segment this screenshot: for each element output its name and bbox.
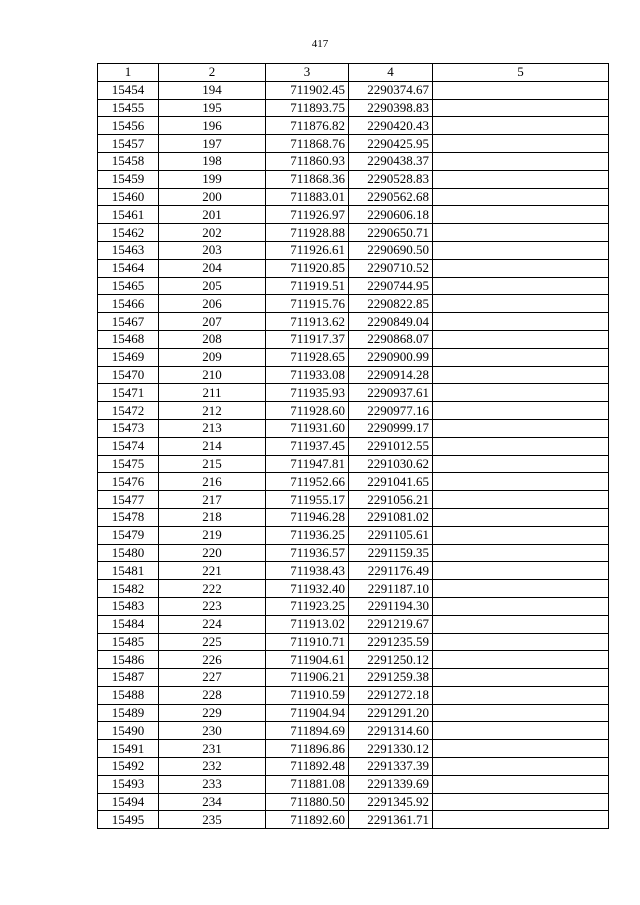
table-row bbox=[98, 615, 609, 633]
y-coordinate-cell: 2290606.18 bbox=[349, 206, 433, 224]
x-coordinate-cell: 711876.82 bbox=[266, 117, 349, 135]
y-coordinate-cell: 2291291.20 bbox=[349, 704, 433, 722]
notes-cell bbox=[433, 170, 609, 188]
y-coordinate-cell: 2291345.92 bbox=[349, 793, 433, 811]
table-body bbox=[98, 81, 609, 828]
table-row bbox=[98, 473, 609, 491]
row-number-cell: 15473 bbox=[98, 419, 159, 437]
point-number-cell: 217 bbox=[159, 491, 266, 509]
y-coordinate-cell: 2290822.85 bbox=[349, 295, 433, 313]
notes-cell bbox=[433, 419, 609, 437]
notes-cell bbox=[433, 402, 609, 420]
table-row bbox=[98, 330, 609, 348]
row-number-cell: 15491 bbox=[98, 740, 159, 758]
notes-cell bbox=[433, 544, 609, 562]
point-number-cell: 231 bbox=[159, 740, 266, 758]
row-number-cell: 15471 bbox=[98, 384, 159, 402]
table-row bbox=[98, 366, 609, 384]
notes-cell bbox=[433, 704, 609, 722]
x-coordinate-cell: 711880.50 bbox=[266, 793, 349, 811]
row-number-cell: 15467 bbox=[98, 313, 159, 331]
table-row bbox=[98, 348, 609, 366]
notes-cell bbox=[433, 651, 609, 669]
notes-cell bbox=[433, 473, 609, 491]
table-row bbox=[98, 491, 609, 509]
x-coordinate-cell: 711917.37 bbox=[266, 330, 349, 348]
table-row bbox=[98, 633, 609, 651]
point-number-cell: 222 bbox=[159, 580, 266, 598]
notes-cell bbox=[433, 259, 609, 277]
x-coordinate-cell: 711938.43 bbox=[266, 562, 349, 580]
row-number-cell: 15489 bbox=[98, 704, 159, 722]
point-number-cell: 216 bbox=[159, 473, 266, 491]
x-coordinate-cell: 711913.62 bbox=[266, 313, 349, 331]
point-number-cell: 234 bbox=[159, 793, 266, 811]
notes-cell bbox=[433, 686, 609, 704]
x-coordinate-cell: 711955.17 bbox=[266, 491, 349, 509]
point-number-cell: 218 bbox=[159, 508, 266, 526]
point-number-cell: 206 bbox=[159, 295, 266, 313]
x-coordinate-cell: 711926.61 bbox=[266, 241, 349, 259]
column-header-1: 1 bbox=[98, 64, 159, 82]
y-coordinate-cell: 2291187.10 bbox=[349, 580, 433, 598]
y-coordinate-cell: 2291339.69 bbox=[349, 775, 433, 793]
y-coordinate-cell: 2291219.67 bbox=[349, 615, 433, 633]
table-row bbox=[98, 384, 609, 402]
notes-cell bbox=[433, 330, 609, 348]
x-coordinate-cell: 711919.51 bbox=[266, 277, 349, 295]
table-row bbox=[98, 526, 609, 544]
point-number-cell: 203 bbox=[159, 241, 266, 259]
point-number-cell: 224 bbox=[159, 615, 266, 633]
row-number-cell: 15477 bbox=[98, 491, 159, 509]
x-coordinate-cell: 711946.28 bbox=[266, 508, 349, 526]
x-coordinate-cell: 711915.76 bbox=[266, 295, 349, 313]
x-coordinate-cell: 711928.60 bbox=[266, 402, 349, 420]
table-row bbox=[98, 580, 609, 598]
notes-cell bbox=[433, 152, 609, 170]
notes-cell bbox=[433, 455, 609, 473]
y-coordinate-cell: 2291194.30 bbox=[349, 597, 433, 615]
row-number-cell: 15487 bbox=[98, 669, 159, 687]
notes-cell bbox=[433, 740, 609, 758]
point-number-cell: 212 bbox=[159, 402, 266, 420]
point-number-cell: 210 bbox=[159, 366, 266, 384]
page-number: 417 bbox=[311, 38, 329, 50]
row-number-cell: 15458 bbox=[98, 152, 159, 170]
y-coordinate-cell: 2291259.38 bbox=[349, 669, 433, 687]
row-number-cell: 15474 bbox=[98, 437, 159, 455]
x-coordinate-cell: 711892.48 bbox=[266, 758, 349, 776]
point-number-cell: 227 bbox=[159, 669, 266, 687]
x-coordinate-cell: 711894.69 bbox=[266, 722, 349, 740]
notes-cell bbox=[433, 99, 609, 117]
row-number-cell: 15456 bbox=[98, 117, 159, 135]
x-coordinate-cell: 711860.93 bbox=[266, 152, 349, 170]
y-coordinate-cell: 2290914.28 bbox=[349, 366, 433, 384]
notes-cell bbox=[433, 508, 609, 526]
table-header-row bbox=[98, 64, 609, 82]
point-number-cell: 233 bbox=[159, 775, 266, 793]
notes-cell bbox=[433, 437, 609, 455]
row-number-cell: 15483 bbox=[98, 597, 159, 615]
table-row bbox=[98, 224, 609, 242]
table-row bbox=[98, 562, 609, 580]
y-coordinate-cell: 2291030.62 bbox=[349, 455, 433, 473]
y-coordinate-cell: 2290868.07 bbox=[349, 330, 433, 348]
row-number-cell: 15492 bbox=[98, 758, 159, 776]
point-number-cell: 202 bbox=[159, 224, 266, 242]
notes-cell bbox=[433, 277, 609, 295]
x-coordinate-cell: 711928.65 bbox=[266, 348, 349, 366]
x-coordinate-cell: 711923.25 bbox=[266, 597, 349, 615]
point-number-cell: 235 bbox=[159, 811, 266, 829]
notes-cell bbox=[433, 491, 609, 509]
y-coordinate-cell: 2291361.71 bbox=[349, 811, 433, 829]
notes-cell bbox=[433, 526, 609, 544]
y-coordinate-cell: 2291176.49 bbox=[349, 562, 433, 580]
row-number-cell: 15465 bbox=[98, 277, 159, 295]
notes-cell bbox=[433, 758, 609, 776]
table-row bbox=[98, 597, 609, 615]
point-number-cell: 230 bbox=[159, 722, 266, 740]
table-row bbox=[98, 402, 609, 420]
point-number-cell: 211 bbox=[159, 384, 266, 402]
table-row bbox=[98, 313, 609, 331]
notes-cell bbox=[433, 633, 609, 651]
row-number-cell: 15455 bbox=[98, 99, 159, 117]
point-number-cell: 220 bbox=[159, 544, 266, 562]
row-number-cell: 15460 bbox=[98, 188, 159, 206]
table-row bbox=[98, 775, 609, 793]
row-number-cell: 15482 bbox=[98, 580, 159, 598]
notes-cell bbox=[433, 224, 609, 242]
point-number-cell: 205 bbox=[159, 277, 266, 295]
notes-cell bbox=[433, 615, 609, 633]
y-coordinate-cell: 2290374.67 bbox=[349, 81, 433, 99]
row-number-cell: 15478 bbox=[98, 508, 159, 526]
table-row bbox=[98, 544, 609, 562]
point-number-cell: 207 bbox=[159, 313, 266, 331]
point-number-cell: 213 bbox=[159, 419, 266, 437]
x-coordinate-cell: 711868.76 bbox=[266, 135, 349, 153]
x-coordinate-cell: 711896.86 bbox=[266, 740, 349, 758]
table-row bbox=[98, 277, 609, 295]
row-number-cell: 15484 bbox=[98, 615, 159, 633]
row-number-cell: 15469 bbox=[98, 348, 159, 366]
notes-cell bbox=[433, 384, 609, 402]
row-number-cell: 15488 bbox=[98, 686, 159, 704]
point-number-cell: 208 bbox=[159, 330, 266, 348]
point-number-cell: 195 bbox=[159, 99, 266, 117]
notes-cell bbox=[433, 562, 609, 580]
table-row bbox=[98, 241, 609, 259]
row-number-cell: 15479 bbox=[98, 526, 159, 544]
x-coordinate-cell: 711913.02 bbox=[266, 615, 349, 633]
table-row bbox=[98, 81, 609, 99]
y-coordinate-cell: 2291330.12 bbox=[349, 740, 433, 758]
x-coordinate-cell: 711883.01 bbox=[266, 188, 349, 206]
x-coordinate-cell: 711936.25 bbox=[266, 526, 349, 544]
row-number-cell: 15462 bbox=[98, 224, 159, 242]
table-row bbox=[98, 669, 609, 687]
y-coordinate-cell: 2291235.59 bbox=[349, 633, 433, 651]
table-row bbox=[98, 686, 609, 704]
point-number-cell: 223 bbox=[159, 597, 266, 615]
y-coordinate-cell: 2291081.02 bbox=[349, 508, 433, 526]
notes-cell bbox=[433, 188, 609, 206]
y-coordinate-cell: 2290690.50 bbox=[349, 241, 433, 259]
point-number-cell: 228 bbox=[159, 686, 266, 704]
table-row bbox=[98, 651, 609, 669]
x-coordinate-cell: 711936.57 bbox=[266, 544, 349, 562]
table-row bbox=[98, 135, 609, 153]
point-number-cell: 209 bbox=[159, 348, 266, 366]
y-coordinate-cell: 2290425.95 bbox=[349, 135, 433, 153]
table-row bbox=[98, 508, 609, 526]
notes-cell bbox=[433, 135, 609, 153]
point-number-cell: 214 bbox=[159, 437, 266, 455]
y-coordinate-cell: 2290744.95 bbox=[349, 277, 433, 295]
point-number-cell: 199 bbox=[159, 170, 266, 188]
notes-cell bbox=[433, 722, 609, 740]
row-number-cell: 15486 bbox=[98, 651, 159, 669]
x-coordinate-cell: 711926.97 bbox=[266, 206, 349, 224]
notes-cell bbox=[433, 206, 609, 224]
point-number-cell: 200 bbox=[159, 188, 266, 206]
x-coordinate-cell: 711902.45 bbox=[266, 81, 349, 99]
notes-cell bbox=[433, 348, 609, 366]
x-coordinate-cell: 711928.88 bbox=[266, 224, 349, 242]
y-coordinate-cell: 2290562.68 bbox=[349, 188, 433, 206]
row-number-cell: 15475 bbox=[98, 455, 159, 473]
x-coordinate-cell: 711920.85 bbox=[266, 259, 349, 277]
notes-cell bbox=[433, 580, 609, 598]
notes-cell bbox=[433, 81, 609, 99]
point-number-cell: 198 bbox=[159, 152, 266, 170]
notes-cell bbox=[433, 597, 609, 615]
y-coordinate-cell: 2291159.35 bbox=[349, 544, 433, 562]
x-coordinate-cell: 711935.93 bbox=[266, 384, 349, 402]
y-coordinate-cell: 2290528.83 bbox=[349, 170, 433, 188]
point-number-cell: 204 bbox=[159, 259, 266, 277]
row-number-cell: 15459 bbox=[98, 170, 159, 188]
x-coordinate-cell: 711947.81 bbox=[266, 455, 349, 473]
row-number-cell: 15481 bbox=[98, 562, 159, 580]
column-header-5: 5 bbox=[433, 64, 609, 82]
row-number-cell: 15490 bbox=[98, 722, 159, 740]
x-coordinate-cell: 711881.08 bbox=[266, 775, 349, 793]
y-coordinate-cell: 2291272.18 bbox=[349, 686, 433, 704]
y-coordinate-cell: 2291041.65 bbox=[349, 473, 433, 491]
row-number-cell: 15480 bbox=[98, 544, 159, 562]
table-row bbox=[98, 295, 609, 313]
row-number-cell: 15485 bbox=[98, 633, 159, 651]
row-number-cell: 15468 bbox=[98, 330, 159, 348]
row-number-cell: 15466 bbox=[98, 295, 159, 313]
row-number-cell: 15476 bbox=[98, 473, 159, 491]
table-row bbox=[98, 188, 609, 206]
point-number-cell: 232 bbox=[159, 758, 266, 776]
notes-cell bbox=[433, 811, 609, 829]
y-coordinate-cell: 2291012.55 bbox=[349, 437, 433, 455]
y-coordinate-cell: 2290438.37 bbox=[349, 152, 433, 170]
y-coordinate-cell: 2290849.04 bbox=[349, 313, 433, 331]
point-number-cell: 215 bbox=[159, 455, 266, 473]
table-row bbox=[98, 152, 609, 170]
point-number-cell: 201 bbox=[159, 206, 266, 224]
row-number-cell: 15495 bbox=[98, 811, 159, 829]
column-header-4: 4 bbox=[349, 64, 433, 82]
row-number-cell: 15494 bbox=[98, 793, 159, 811]
notes-cell bbox=[433, 241, 609, 259]
row-number-cell: 15493 bbox=[98, 775, 159, 793]
y-coordinate-cell: 2290650.71 bbox=[349, 224, 433, 242]
table-row bbox=[98, 117, 609, 135]
point-number-cell: 219 bbox=[159, 526, 266, 544]
y-coordinate-cell: 2290420.43 bbox=[349, 117, 433, 135]
table-row bbox=[98, 758, 609, 776]
y-coordinate-cell: 2290710.52 bbox=[349, 259, 433, 277]
notes-cell bbox=[433, 117, 609, 135]
y-coordinate-cell: 2290398.83 bbox=[349, 99, 433, 117]
y-coordinate-cell: 2291337.39 bbox=[349, 758, 433, 776]
row-number-cell: 15470 bbox=[98, 366, 159, 384]
y-coordinate-cell: 2290937.61 bbox=[349, 384, 433, 402]
point-number-cell: 196 bbox=[159, 117, 266, 135]
x-coordinate-cell: 711904.94 bbox=[266, 704, 349, 722]
point-number-cell: 194 bbox=[159, 81, 266, 99]
x-coordinate-cell: 711931.60 bbox=[266, 419, 349, 437]
table-row bbox=[98, 793, 609, 811]
y-coordinate-cell: 2290900.99 bbox=[349, 348, 433, 366]
y-coordinate-cell: 2291105.61 bbox=[349, 526, 433, 544]
y-coordinate-cell: 2291314.60 bbox=[349, 722, 433, 740]
coordinates-table bbox=[97, 63, 609, 829]
y-coordinate-cell: 2291250.12 bbox=[349, 651, 433, 669]
row-number-cell: 15454 bbox=[98, 81, 159, 99]
x-coordinate-cell: 711932.40 bbox=[266, 580, 349, 598]
table-row bbox=[98, 259, 609, 277]
point-number-cell: 229 bbox=[159, 704, 266, 722]
x-coordinate-cell: 711892.60 bbox=[266, 811, 349, 829]
table-row bbox=[98, 455, 609, 473]
column-header-2: 2 bbox=[159, 64, 266, 82]
table-row bbox=[98, 811, 609, 829]
notes-cell bbox=[433, 793, 609, 811]
table-row bbox=[98, 170, 609, 188]
notes-cell bbox=[433, 775, 609, 793]
point-number-cell: 221 bbox=[159, 562, 266, 580]
x-coordinate-cell: 711893.75 bbox=[266, 99, 349, 117]
notes-cell bbox=[433, 295, 609, 313]
row-number-cell: 15457 bbox=[98, 135, 159, 153]
notes-cell bbox=[433, 669, 609, 687]
x-coordinate-cell: 711910.71 bbox=[266, 633, 349, 651]
y-coordinate-cell: 2290999.17 bbox=[349, 419, 433, 437]
table-row bbox=[98, 206, 609, 224]
point-number-cell: 225 bbox=[159, 633, 266, 651]
x-coordinate-cell: 711904.61 bbox=[266, 651, 349, 669]
notes-cell bbox=[433, 366, 609, 384]
table-row bbox=[98, 99, 609, 117]
row-number-cell: 15464 bbox=[98, 259, 159, 277]
y-coordinate-cell: 2291056.21 bbox=[349, 491, 433, 509]
x-coordinate-cell: 711868.36 bbox=[266, 170, 349, 188]
table-row bbox=[98, 740, 609, 758]
x-coordinate-cell: 711906.21 bbox=[266, 669, 349, 687]
row-number-cell: 15463 bbox=[98, 241, 159, 259]
point-number-cell: 226 bbox=[159, 651, 266, 669]
row-number-cell: 15461 bbox=[98, 206, 159, 224]
row-number-cell: 15472 bbox=[98, 402, 159, 420]
point-number-cell: 197 bbox=[159, 135, 266, 153]
notes-cell bbox=[433, 313, 609, 331]
x-coordinate-cell: 711952.66 bbox=[266, 473, 349, 491]
column-header-3: 3 bbox=[266, 64, 349, 82]
table-row bbox=[98, 437, 609, 455]
x-coordinate-cell: 711933.08 bbox=[266, 366, 349, 384]
y-coordinate-cell: 2290977.16 bbox=[349, 402, 433, 420]
table-row bbox=[98, 704, 609, 722]
x-coordinate-cell: 711910.59 bbox=[266, 686, 349, 704]
x-coordinate-cell: 711937.45 bbox=[266, 437, 349, 455]
table-row bbox=[98, 722, 609, 740]
table-row bbox=[98, 419, 609, 437]
